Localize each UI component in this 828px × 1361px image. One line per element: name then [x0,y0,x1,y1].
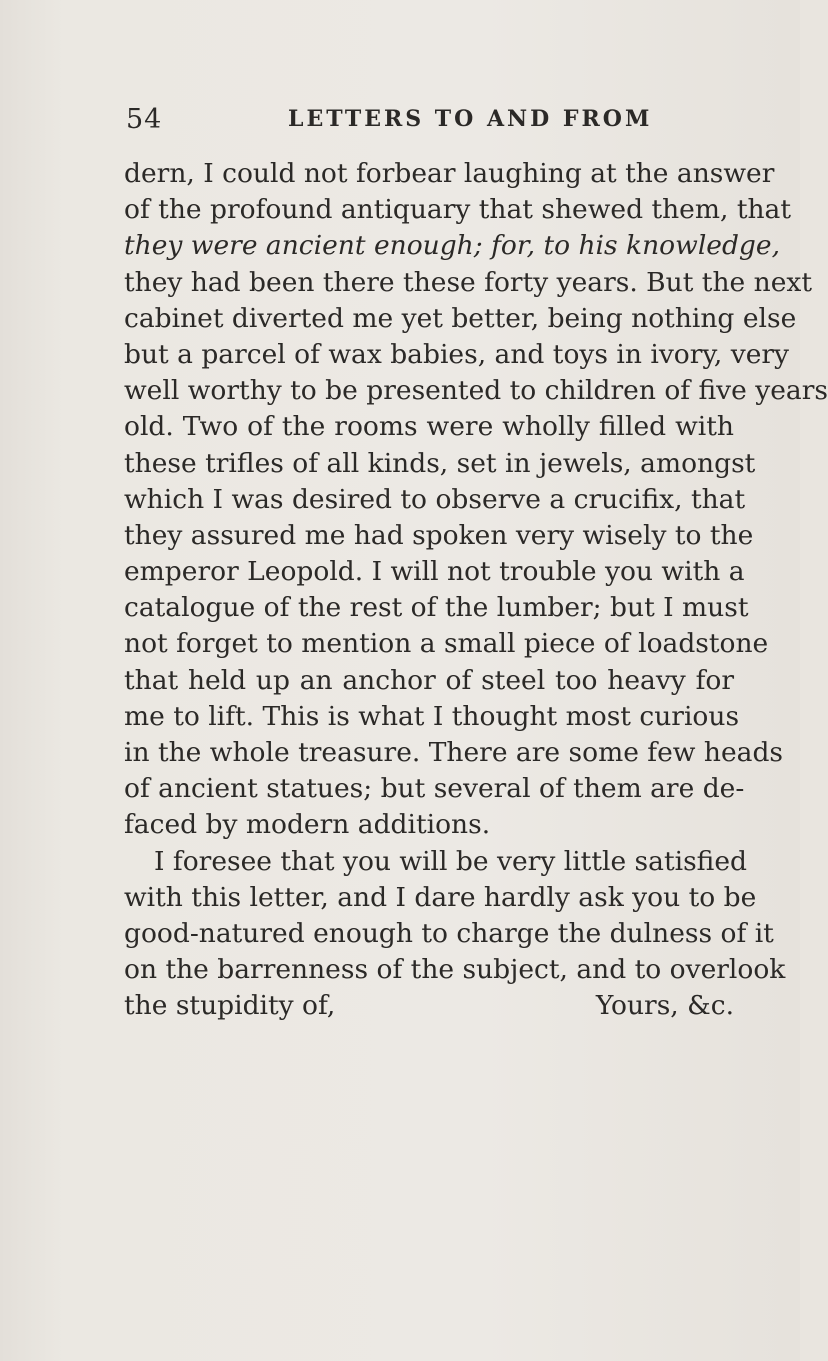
text-line: old. Two of the rooms were wholly filled with [124,411,734,443]
page-header [126,104,726,144]
text-line: well worthy to be presented to children of five years [124,375,828,407]
text-line: but a parcel of wax babies, and toys in ivory, very [124,338,790,370]
valediction: Yours, &c. [595,990,734,1022]
text-line: of the profound antiquary that shewed them, that [124,194,791,226]
text-line: these trifles of all kinds, set in jewels, amongst [124,447,756,479]
text-line: faced by modern additions. [124,809,491,841]
text-line: they assured me had spoken very wisely to the [124,519,754,551]
text-line: which I was desired to observe a crucifix, that [124,483,746,515]
text-line: good-natured enough to charge the dulness of it [124,917,774,949]
closing-line [124,988,734,1024]
running-head: LETTERS TO AND FROM [288,106,653,132]
text-line: with this letter, and I dare hardly ask you to be [124,881,757,913]
text-line: cabinet diverted me yet better, being nothing else [124,302,797,334]
text-line: dern, I could not forbear laughing at the answer [124,158,775,189]
text-line: emperor Leopold. I will not trouble you with a [124,556,745,588]
page-number: 54 [126,104,163,135]
text-line: they were ancient enough; for, to his knowledge, [124,230,781,262]
text-line: not forget to mention a small piece of loadstone [124,628,769,660]
text-line: me to lift. This is what I thought most curious [124,700,740,732]
text-line: I foresee that you will be very little satisfied [154,845,747,877]
closing-text: the stupidity of, [124,990,336,1022]
text-line: that held up an anchor of steel too heavy for [124,664,734,696]
text-line: they had been there these forty years. But the next [124,266,812,298]
text-line: of ancient statues; but several of them are de- [124,773,745,805]
page-body-text [124,156,828,1025]
text-line: catalogue of the rest of the lumber; but I must [124,592,749,624]
text-line: on the barrenness of the subject, and to overlook [124,954,786,986]
text-line: in the whole treasure. There are some few heads [124,737,784,768]
